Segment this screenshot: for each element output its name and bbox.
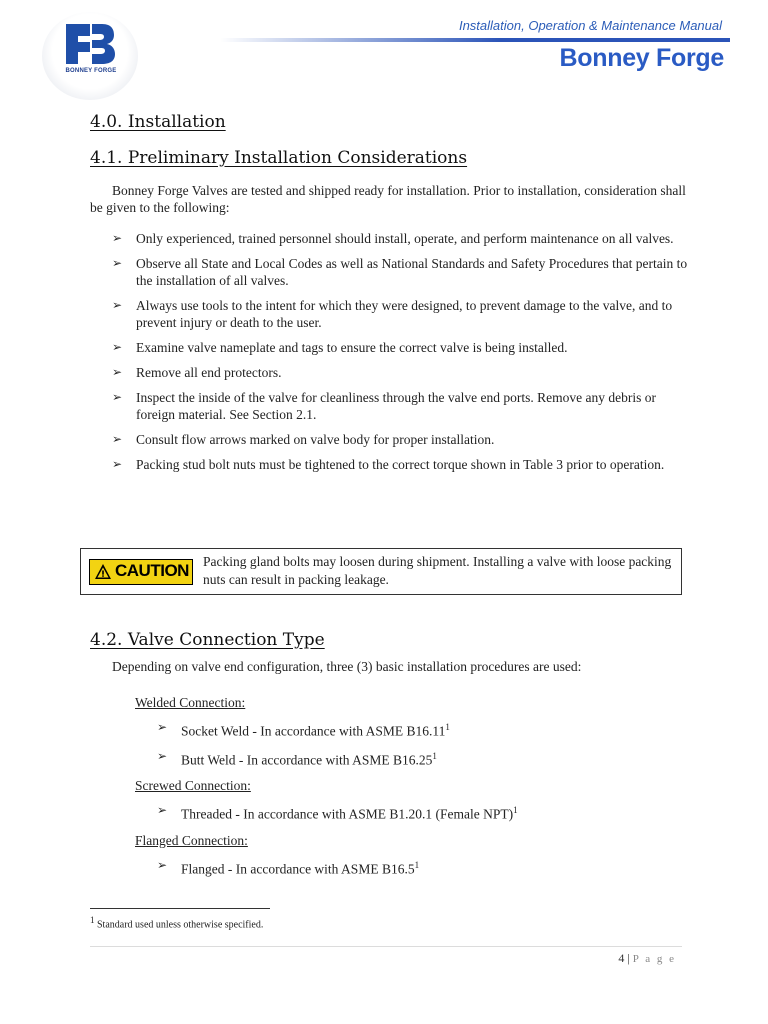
page-number: 4 [618, 951, 625, 965]
footnote-mark: 1 [445, 722, 450, 732]
footnote [90, 915, 263, 930]
list-item: ➢ Threaded - In accordance with ASME B1.20.1 (Female NPT)$^1$ [157, 803, 518, 822]
arrow-bullet-icon: ➢ [157, 748, 168, 763]
footnote-rule [90, 908, 270, 909]
arrow-bullet-icon: ➢ [112, 390, 123, 404]
footnote-mark: 1 [432, 750, 437, 761]
page-separator: | [627, 951, 630, 965]
bonney-forge-logo-icon [64, 20, 116, 68]
arrow-bullet-icon: ➢ [112, 340, 123, 354]
arrow-bullet-icon: ➢ [112, 298, 123, 312]
list-item: ➢ Consult flow arrows marked on valve body for proper installation. [112, 432, 495, 447]
header-rule [220, 38, 730, 42]
list-item: ➢ Butt Weld - In accordance with ASME B16.25$^1$ [157, 748, 437, 767]
content-main [90, 112, 690, 481]
caution-badge [89, 559, 193, 585]
considerations-list [112, 230, 690, 473]
manual-title: Installation, Operation & Maintenance Manual [458, 18, 722, 33]
list-item: ➢ Always use tools to the intent for which they were designed, to prevent damage to the valve, and to prevent injury or death to the user. [112, 298, 673, 330]
list-item: ➢ Examine valve nameplate and tags to ensure the correct valve is being installed. [112, 340, 568, 355]
flanged-connection-heading: Flanged Connection: [135, 832, 248, 848]
list-item: ➢ Flanged - In accordance with ASME B16.5$^1$ [157, 857, 420, 876]
page-footer [618, 951, 676, 966]
arrow-bullet-icon: ➢ [112, 365, 123, 379]
caution-text: Packing gland bolts may loosen during shipment. Installing a valve with loose packing nuts can result in packing leakage. [203, 554, 672, 587]
arrow-bullet-icon: ➢ [157, 857, 168, 872]
logo-text: BONNEY FORGE [65, 68, 117, 74]
warning-triangle-icon [94, 563, 112, 581]
list-item: ➢ Remove all end protectors. [112, 365, 282, 380]
arrow-bullet-icon: ➢ [112, 432, 123, 446]
list-item: ➢ Inspect the inside of the valve for cleanliness through the valve end ports. Remove any debris or foreign material. See Section 2.1. [112, 390, 656, 422]
arrow-bullet-icon: ➢ [112, 231, 123, 245]
flanged-connection-list [157, 857, 690, 878]
footer-rule [90, 946, 682, 947]
section-4-1-intro: Bonney Forge Valves are tested and shipped ready for installation. Prior to installation, consideration shall be given to the following: [90, 183, 686, 215]
arrow-bullet-icon: ➢ [112, 256, 123, 270]
footnote-number: 1 [90, 915, 95, 925]
welded-connection-list [157, 719, 690, 768]
caution-label: CAUTION [115, 561, 189, 580]
footnote-mark: 1 [414, 859, 420, 870]
page-label: P a g e [632, 953, 676, 965]
section-4-1-title: 4.1. Preliminary Installation Considerations [90, 148, 468, 168]
caution-box [80, 548, 682, 595]
list-item: ➢ Packing stud bolt nuts must be tightened to the correct torque shown in Table 3 prior to operation. [112, 457, 665, 472]
arrow-bullet-icon: ➢ [157, 720, 168, 734]
arrow-bullet-icon: ➢ [112, 457, 123, 471]
list-item: ➢ Only experienced, trained personnel should install, operate, and perform maintenance on all valves. [112, 231, 674, 246]
section-4-2 [90, 630, 690, 877]
arrow-bullet-icon: ➢ [157, 803, 168, 817]
brand-name: Bonney Forge [559, 44, 724, 72]
list-item: ➢ Observe all State and Local Codes as well as National Standards and Safety Procedures that pertain to the installation of all valves. [112, 256, 688, 288]
section-4-2-title: 4.2. Valve Connection Type [90, 630, 325, 650]
welded-connection-heading: Welded Connection: [135, 695, 246, 710]
screwed-connection-heading: Screwed Connection: [135, 778, 251, 793]
section-4-2-lead: Depending on valve end configuration, three (3) basic installation procedures are used: [112, 659, 582, 674]
footnote-mark: 1 [513, 805, 518, 815]
list-item: ➢ Socket Weld - In accordance with ASME B16.11$^1$ [157, 720, 450, 739]
section-4-0-title: 4.0. Installation [90, 112, 226, 132]
footnote-text: Standard used unless otherwise specified. [97, 919, 264, 931]
screwed-connection-list [157, 802, 690, 823]
